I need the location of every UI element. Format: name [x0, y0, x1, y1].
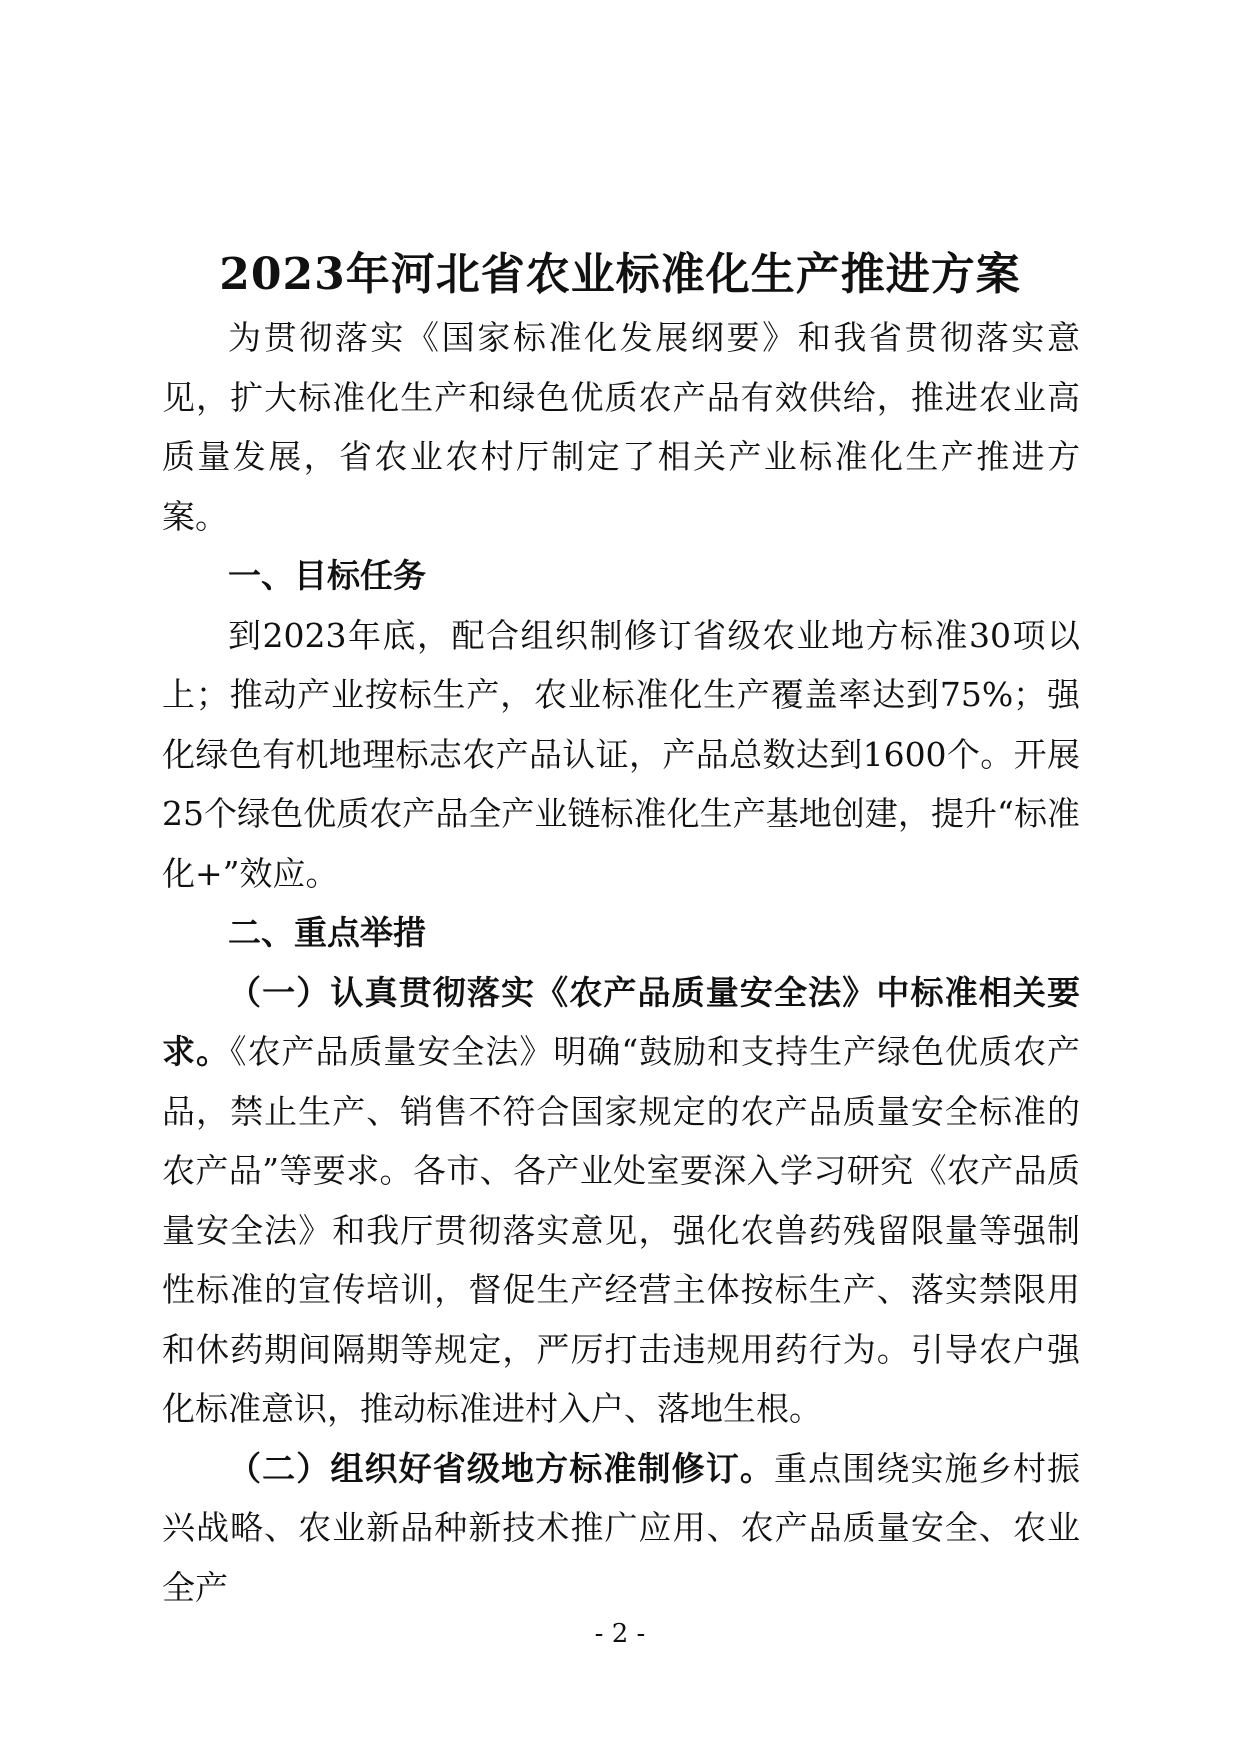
document-body: [162, 308, 1080, 1617]
page-number: - 2 -: [594, 1619, 646, 1649]
document-title: 2023年河北省农业标准化生产推进方案: [219, 249, 1021, 301]
measure-item-1-lead: （一）认真贯彻落实《农产品质量安全法》中标准相关要求。: [162, 972, 1080, 1071]
measure-item-2-lead: （二）组织好省级地方标准制修订。: [228, 1448, 774, 1488]
intro-paragraph: 为贯彻落实《国家标准化发展纲要》和我省贯彻落实意见，扩大标准化生产和绿色优质农产品有效供给，推进农业高质量发展，省农业农村厅制定了相关产业标准化生产推进方案。: [162, 318, 1080, 536]
measure-item-2: [162, 1439, 1080, 1618]
measure-item-1-text: 《农产品质量安全法》明确“鼓励和支持生产绿色优质农产品，禁止生产、销售不符合国家规定的农产品质量安全标准的农产品”等要求。各市、各产业处室要深入学习研究《农产品质量安全法》和我厅贯彻落实意见，强化农兽药残留限量等强制性标准的宣传培训，督促生产经营主体按标生产、落实禁限用和休药期间隔期等规定，严厉打击违规用药行为。引导农户强化标准意识，推动标准进村入户、落地生根。: [162, 1032, 1081, 1428]
section-heading-measures: 二、重点举措: [228, 913, 426, 952]
measure-item-2-text: 重点围绕实施乡村振兴战略、农业新品种新技术推广应用、农产品质量安全、农业全产: [162, 1448, 1080, 1607]
section-heading-goals: 一、目标任务: [228, 556, 426, 595]
goals-paragraph: 到2023年底，配合组织制修订省级农业地方标准30项以上；推动产业按标生产，农业标准化生产覆盖率达到75%；强化绿色有机地理标志农产品认证，产品总数达到1600个。开展25个绿色优质农产品全产业链标准化生产基地创建，提升“标准化+”效应。: [162, 615, 1080, 893]
measure-item-1: [162, 963, 1080, 1439]
